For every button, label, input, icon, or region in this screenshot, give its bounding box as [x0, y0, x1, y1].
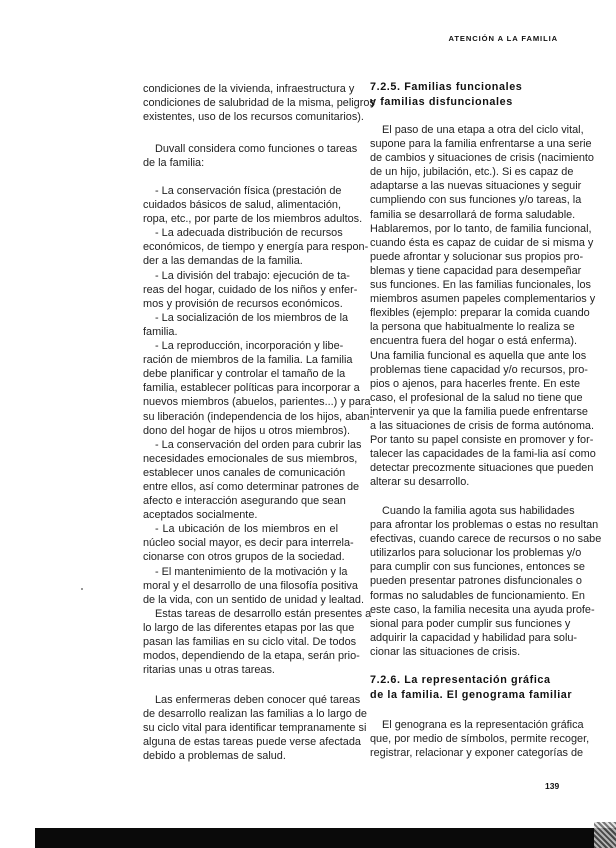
text-line: pasan las familias en su ciclo vital. De todos [143, 636, 357, 648]
text-line: - La adecuada distribución de recursos [155, 227, 343, 240]
text-line: cuidados básicos de salud, alimentación, [143, 199, 341, 212]
scan-speck [81, 588, 83, 590]
text-line: - La conservación del orden para cubrir las [155, 438, 362, 451]
paragraph [143, 693, 367, 763]
text-line: supone para la familia enfrentarse a una serie [370, 138, 592, 151]
text-line: familia, establecer políticas para incorporar a [143, 382, 360, 395]
text-line: cionarse con otros grupos de la sociedad. [143, 551, 345, 564]
paragraph [143, 269, 358, 311]
section-heading-7-2-6 [370, 673, 572, 702]
section-heading-7-2-5 [370, 80, 522, 109]
text-line: de la familia: [143, 157, 205, 170]
text-line: económicos, de tiempo y energía para respon- [143, 241, 369, 254]
text-line: afecto e interacción asegurando que sean [143, 495, 346, 508]
text-line: utilizarlos para solucionar los problemas y/o [370, 547, 582, 560]
left-paragraph-1 [143, 82, 375, 124]
paragraph [143, 438, 362, 523]
text-line: formas no saludables de funcionamiento. En [370, 589, 585, 602]
text-line: establecer unos canales de comunicación [143, 466, 346, 479]
text-line: adaptarse a las nuevas situaciones y seguir [370, 180, 582, 193]
text-line: Por tanto su papel consiste en promover y for- [370, 434, 594, 447]
paragraph [143, 607, 372, 677]
paragraph [370, 123, 596, 489]
text-line: sus funciones. En las familias funcionales, los [370, 279, 591, 292]
paragraph [370, 504, 602, 659]
text-line: condiciones de la vivienda, infraestructura y [143, 83, 355, 95]
paragraph [370, 718, 590, 760]
heading-line: 7.2.6. La representación gráfica [370, 674, 551, 686]
text-line: - La ubicación de los miembros en el [155, 523, 338, 536]
text-line: miembros asumen papeles complementarios y [370, 293, 596, 306]
text-line: ración de miembros de la familia. La familia [143, 354, 353, 367]
text-line: lo largo de las diferentes etapas por las que [143, 621, 355, 634]
text-line: - La socialización de los miembros de la [155, 311, 349, 324]
text-line: de un hijo, jubilación, etc.). Si es capaz de [370, 166, 574, 179]
text-line: Duvall considera como funciones o tareas [155, 143, 358, 155]
paragraph [143, 522, 354, 564]
text-line: ritarias unas u otras tareas. [143, 664, 275, 677]
text-line: la persona que habitualmente lo realiza se [370, 321, 575, 334]
text-line: alguna de estas tareas puede verse afectada [143, 736, 361, 749]
left-paragraph-2 [143, 142, 358, 170]
text-line: dono del hogar de hijos u otros miembros). [143, 424, 351, 437]
text-line: nuevos miembros (abuelos, parientes...) y para [143, 396, 371, 409]
text-line: - La conservación física (prestación de [155, 185, 342, 197]
text-line: flexibles (ejemplo: preparar la comida cuando [370, 307, 590, 320]
text-line: - La reproducción, incorporación y libe- [155, 340, 344, 353]
text-line: alterar su desarrollo. [370, 476, 470, 489]
text-line: problemas tiene capacidad y/o recursos, pro- [370, 363, 588, 376]
paragraph [143, 82, 375, 124]
text-line: der a las demandas de la familia. [143, 255, 303, 268]
paragraph [143, 142, 358, 170]
text-line: cionar las situaciones de crisis. [370, 645, 521, 658]
text-line: talecer las capacidades de la fami-lia así como [370, 448, 596, 461]
text-line: El genograna es la representación gráfica [382, 719, 584, 731]
text-line: su ciclo vital para identificar tempranamente si [143, 722, 367, 735]
text-line: familia. [143, 325, 178, 338]
text-line: caso, el profesional de la salud no tiene que [370, 391, 583, 404]
text-line: de la vida, con un sentido de unidad y lealtad. [143, 593, 364, 606]
text-line: adquirir la capacidad y habilidad para solu- [370, 631, 578, 644]
text-line: puede afrontar y solucionar sus propios pro- [370, 250, 584, 263]
text-line: para afrontar los problemas o estas no resultan [370, 519, 599, 532]
text-line: detectar precozmente situaciones que pueden [370, 462, 594, 475]
text-line: registrar, relacionar y exponer categorías de [370, 747, 584, 760]
text-line: entre ellos, así como determinar patrones de [143, 480, 360, 493]
heading-line: 7.2.5. Familias funcionales [370, 81, 523, 93]
text-line: de desarrollo realizan las familias a lo largo de [143, 708, 367, 721]
right-paragraph-3 [370, 718, 590, 760]
text-line: condiciones de salubridad de la misma, peligros [143, 97, 375, 110]
text-line: efectivas, cuando carece de recursos o no sabe [370, 533, 602, 546]
text-line: existentes, uso de los recursos comunitarios). [143, 111, 364, 124]
text-line: blemas y tiene capacidad para desempeñar [370, 264, 582, 277]
text-line: - La división del trabajo: ejecución de ta- [155, 269, 350, 282]
text-line: reas del hogar, cuidado de los niños y enfer- [143, 283, 358, 296]
text-line: Las enfermeras deben conocer qué tareas [155, 694, 361, 706]
text-line: encuentra fuera del hogar o está enferma). [370, 335, 578, 348]
text-line: su liberación (independencia de los hijos, aban- [143, 410, 374, 423]
heading-line: de la familia. El genograma familiar [370, 688, 573, 701]
text-line: cumpliendo con sus funciones y/o tareas, la [370, 194, 582, 207]
paragraph [143, 184, 363, 226]
scan-edge-bar [35, 828, 616, 848]
running-head: ATENCIÓN A LA FAMILIA [448, 34, 558, 43]
text-line: moral y el desarrollo de una filosofía positiva [143, 579, 358, 592]
text-line: para cumplir con sus funciones, entonces se [370, 561, 585, 574]
text-line: familia se desarrollará de forma saludable. [370, 208, 576, 221]
right-paragraph-2 [370, 504, 602, 659]
text-line: a las situaciones de crisis de forma autónoma. [370, 419, 594, 432]
paragraph [143, 339, 374, 438]
text-line: ropa, etc., por parte de los miembros adultos. [143, 213, 363, 226]
text-line: sional para poder cumplir sus funciones y [370, 617, 571, 630]
text-line: debido a problemas de salud. [143, 750, 286, 763]
text-line: necesidades emocionales de sus miembros, [143, 452, 358, 465]
text-line: mos y provisión de recursos económicos. [143, 297, 343, 310]
left-function-list [143, 184, 374, 677]
text-line: debe planificar y controlar el tamaño de la [143, 368, 346, 381]
text-line: Una familia funcional es aquella que ante los [370, 349, 587, 362]
paragraph [143, 565, 364, 607]
text-line: Cuando la familia agota sus habilidades [382, 505, 575, 517]
text-line: intervenir ya que la familia puede enfrentarse [370, 405, 588, 418]
left-paragraph-4 [143, 693, 367, 763]
text-line: aceptados socialmente. [143, 509, 258, 522]
text-line: este caso, la familia necesita una ayuda profe- [370, 603, 595, 616]
heading-line: y familias disfuncionales [370, 95, 513, 108]
text-line: Estas tareas de desarrollo están presentes a [155, 607, 372, 620]
text-line: modos, dependiendo de la etapa, serán prio- [143, 650, 360, 663]
paragraph [143, 226, 369, 268]
page-number: 139 [545, 781, 560, 791]
text-line: Hablaremos, por lo tanto, de familia funcional, [370, 222, 592, 235]
text-line: cuando ésta es capaz de cuidar de si misma y [370, 236, 594, 249]
text-line: - El mantenimiento de la motivación y la [155, 565, 348, 578]
text-line: de cambios y situaciones de crisis (nacimiento [370, 152, 594, 165]
text-line: núcleo social mayor, es decir para interrela- [143, 537, 354, 550]
text-line: que, por medio de símbolos, permite recoger, [370, 733, 590, 746]
text-line: pueden presentar patrones disfuncionales o [370, 575, 582, 588]
paragraph [143, 311, 349, 339]
text-line: El paso de una etapa a otra del ciclo vital, [382, 124, 584, 136]
text-line: pios o ajenos, para hacerles frente. En este [370, 377, 581, 390]
right-paragraph-1 [370, 123, 596, 489]
